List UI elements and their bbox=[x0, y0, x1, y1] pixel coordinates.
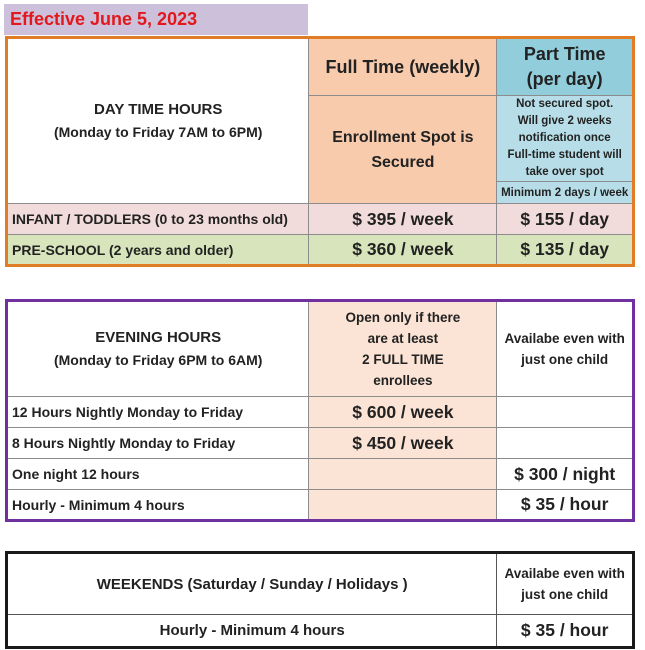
note-line: are at least bbox=[367, 331, 439, 346]
evening-condition-note bbox=[309, 301, 497, 397]
table-row bbox=[7, 615, 634, 648]
day-time-rates-table bbox=[5, 36, 635, 267]
full-time-header: Full Time (weekly) bbox=[309, 38, 497, 96]
evening-heading-hours: (Monday to Friday 6PM to 6AM) bbox=[53, 352, 263, 368]
table-row bbox=[7, 428, 634, 459]
part-time-header bbox=[497, 38, 634, 96]
table-row bbox=[7, 459, 634, 490]
note-line: Availabe even with bbox=[504, 331, 625, 346]
weekend-heading: WEEKENDS (Saturday / Sunday / Holidays ) bbox=[7, 553, 497, 615]
table-row bbox=[7, 490, 634, 521]
part-time-price: $ 155 / day bbox=[497, 204, 634, 235]
single-price bbox=[497, 397, 634, 428]
weekend-availability-note bbox=[497, 553, 634, 615]
row-label: 12 Hours Nightly Monday to Friday bbox=[7, 397, 309, 428]
day-time-heading bbox=[7, 38, 309, 204]
part-time-note-line: notification once bbox=[518, 132, 611, 144]
evening-heading-title: EVENING HOURS bbox=[95, 329, 222, 346]
part-time-note-line: Full-time student will bbox=[507, 149, 622, 161]
weekly-price: $ 450 / week bbox=[309, 428, 497, 459]
note-line: Open only if there bbox=[345, 310, 461, 325]
full-time-note-line: Secured bbox=[371, 153, 435, 171]
row-label: INFANT / TODDLERS (0 to 23 months old) bbox=[7, 204, 309, 235]
note-line: 2 FULL TIME bbox=[362, 352, 444, 367]
part-time-note-line: take over spot bbox=[525, 166, 604, 178]
note-line: enrollees bbox=[373, 373, 433, 388]
part-time-note-line: Will give 2 weeks bbox=[517, 115, 612, 127]
part-time-price: $ 135 / day bbox=[497, 235, 634, 266]
part-time-header-title: Part Time bbox=[523, 44, 606, 64]
table-row bbox=[7, 235, 634, 266]
note-line: Availabe even with bbox=[504, 566, 625, 581]
full-time-note-line: Enrollment Spot is bbox=[332, 128, 474, 146]
table-row bbox=[7, 397, 634, 428]
note-line: just one child bbox=[521, 352, 609, 367]
table-row bbox=[7, 204, 634, 235]
hourly-price: $ 35 / hour bbox=[497, 615, 634, 648]
evening-heading bbox=[7, 301, 309, 397]
full-time-price: $ 395 / week bbox=[309, 204, 497, 235]
evening-rates-table bbox=[5, 299, 635, 522]
day-time-heading-hours: (Monday to Friday 7AM to 6PM) bbox=[53, 124, 263, 140]
effective-date-banner: Effective June 5, 2023 bbox=[4, 4, 308, 35]
row-label: PRE-SCHOOL (2 years and older) bbox=[7, 235, 309, 266]
single-price bbox=[497, 428, 634, 459]
note-line: just one child bbox=[521, 587, 609, 602]
full-time-price: $ 360 / week bbox=[309, 235, 497, 266]
weekly-price bbox=[309, 490, 497, 521]
weekly-price: $ 600 / week bbox=[309, 397, 497, 428]
part-time-note-line: Not secured spot. bbox=[516, 98, 614, 110]
weekend-rates-table bbox=[5, 551, 635, 649]
part-time-note bbox=[497, 96, 634, 182]
row-label: 8 Hours Nightly Monday to Friday bbox=[7, 428, 309, 459]
part-time-minimum: Minimum 2 days / week bbox=[497, 182, 634, 204]
part-time-header-unit: (per day) bbox=[526, 69, 603, 89]
full-time-note bbox=[309, 96, 497, 204]
day-time-heading-title: DAY TIME HOURS bbox=[94, 101, 223, 118]
single-price: $ 35 / hour bbox=[497, 490, 634, 521]
row-label: Hourly - Minimum 4 hours bbox=[7, 490, 309, 521]
row-label: Hourly - Minimum 4 hours bbox=[7, 615, 497, 648]
row-label: One night 12 hours bbox=[7, 459, 309, 490]
evening-availability-note bbox=[497, 301, 634, 397]
weekly-price bbox=[309, 459, 497, 490]
single-price: $ 300 / night bbox=[497, 459, 634, 490]
